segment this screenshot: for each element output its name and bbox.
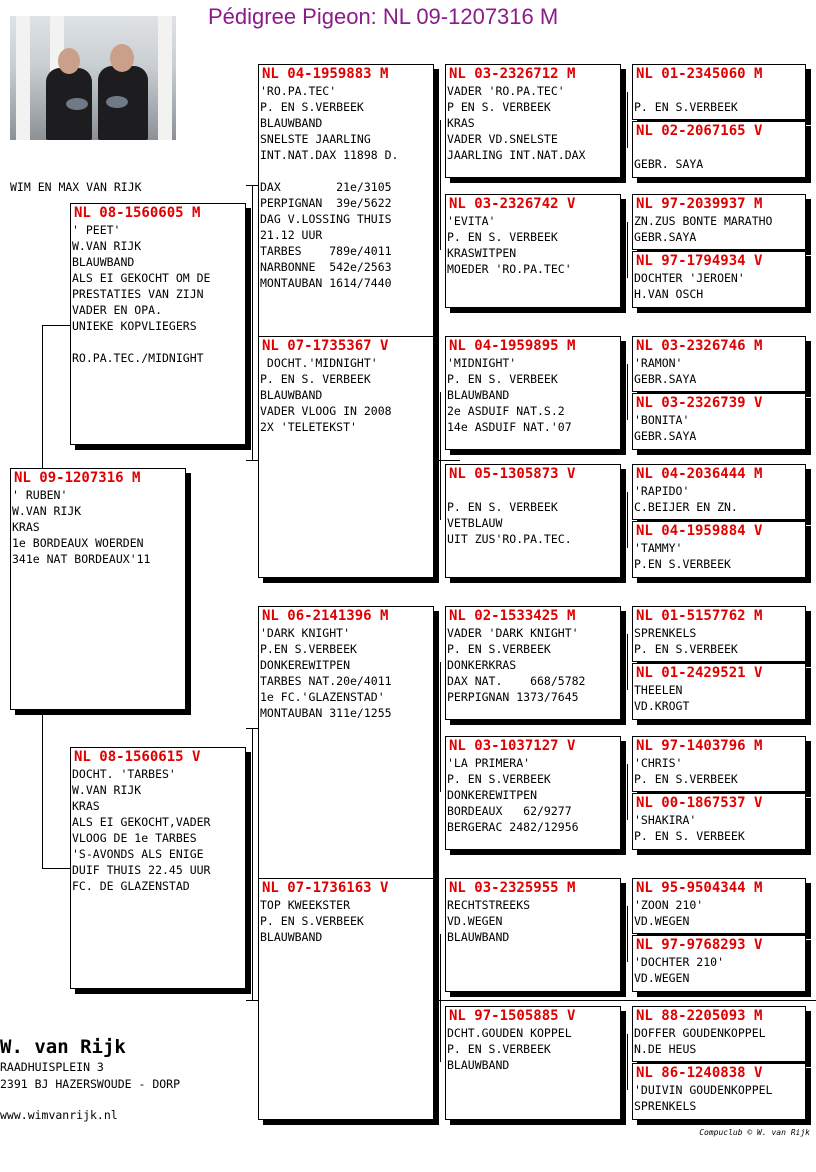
pigeon-info-line: PERPIGNAN 39e/5622: [260, 196, 392, 210]
pigeon-info-line: H.VAN OSCH: [634, 287, 704, 301]
pigeon-info-line: VADER VLOOG IN 2008: [260, 404, 392, 418]
great-grandparent-box: [445, 64, 621, 178]
pigeon-info-line: 1e FC.'GLAZENSTAD': [260, 690, 385, 704]
pigeon-info-line: DUIF THUIS 22.45 UUR: [72, 863, 211, 877]
ring-number: NL 05-1305873 V: [449, 466, 576, 482]
software-credit: Compuclub © W. van Rijk: [699, 1128, 810, 1137]
great-great-grandparent-box: [632, 336, 806, 392]
pigeon-info-line: DOCHT.'MIDNIGHT': [260, 356, 378, 370]
pigeon-info-line: P. EN S.VERBEEK: [634, 772, 738, 786]
ring-number: NL 07-1735367 V: [262, 338, 389, 354]
ring-number: NL 86-1240838 V: [636, 1065, 763, 1081]
ring-number: NL 07-1736163 V: [262, 880, 389, 896]
connector-line: [42, 325, 70, 326]
pigeon-info-line: DOFFER GOUDENKOPPEL: [634, 1026, 766, 1040]
pigeon-info-line: 'ZOON 210': [634, 898, 704, 912]
pigeon-info-line: P. EN S.VERBEEK: [634, 100, 738, 114]
pigeon-info-line: P. EN S.VERBEEK: [260, 100, 364, 114]
pigeon-info-line: 'EVITA': [447, 214, 496, 228]
pigeon-info-line: KRAS: [447, 116, 475, 130]
pigeon-info-line: VLOOG DE 1e TARBES: [72, 831, 197, 845]
pigeon-info-line: 'TAMMY': [634, 541, 683, 555]
ring-number: NL 09-1207316 M: [14, 470, 141, 486]
pigeon-info-line: DCHT.GOUDEN KOPPEL: [447, 1026, 572, 1040]
pigeon-info-line: W.VAN RIJK: [72, 239, 142, 253]
ring-number: NL 03-2325955 M: [449, 880, 576, 896]
connector-line: [42, 710, 43, 868]
pigeon-info-line: [633, 140, 805, 156]
connector-line: [440, 662, 441, 792]
pigeon-info-line: 'MIDNIGHT': [447, 356, 517, 370]
pigeon-info-line: BLAUWBAND: [447, 930, 510, 944]
great-great-grandparent-box: [632, 464, 806, 520]
great-great-grandparent-box: [632, 64, 806, 120]
pigeon-info-line: ALS EI GEKOCHT,VADER: [72, 815, 211, 829]
ring-number: NL 97-2039937 M: [636, 196, 763, 212]
pigeon-info-line: KRAS: [12, 520, 40, 534]
connector-line: [627, 764, 628, 820]
great-great-grandparent-box: [632, 935, 806, 992]
great-grandparent-box: [445, 464, 621, 578]
pigeon-info-line: BLAUWBAND: [72, 255, 135, 269]
pigeon-info-line: VD.KROGT: [634, 699, 690, 713]
pigeon-info-line: KRASWITPEN: [447, 246, 517, 260]
ring-number: NL 97-1403796 M: [636, 738, 763, 754]
great-great-grandparent-box: [632, 793, 806, 850]
connector-line: [627, 1034, 628, 1090]
pigeon-info-line: RECHTSTREEKS: [447, 898, 531, 912]
breeders-photo: [10, 16, 176, 140]
ring-number: NL 03-2326746 M: [636, 338, 763, 354]
ring-number: NL 08-1560605 M: [74, 205, 201, 221]
pigeon-info-line: P. EN S. VERBEEK: [260, 372, 371, 386]
pigeon-info-line: 'RAPIDO': [634, 484, 690, 498]
great-grandparent-box: [445, 736, 621, 850]
pigeon-info-line: GEBR.SAYA: [634, 230, 697, 244]
pigeon-info-line: ' PEET': [72, 223, 121, 237]
pigeon-info-line: GEBR.SAYA: [634, 429, 697, 443]
ring-number: NL 04-2036444 M: [636, 466, 763, 482]
great-great-grandparent-box: [632, 251, 806, 308]
ring-number: NL 04-1959883 M: [262, 66, 389, 82]
connector-line: [627, 634, 628, 690]
pigeon-info-line: 2X 'TELETEKST': [260, 420, 357, 434]
pigeon-info-line: VADER 'RO.PA.TEC': [447, 84, 565, 98]
great-great-grandparent-box: [632, 393, 806, 450]
connector-line: [440, 934, 441, 1062]
pigeon-info-line: 1e BORDEAUX WOERDEN: [12, 536, 144, 550]
pigeon-info-line: UNIEKE KOPVLIEGERS: [72, 319, 197, 333]
pigeon-info-line: DAX NAT. 668/5782: [447, 674, 586, 688]
pigeon-info-line: ZN.ZUS BONTE MARATHO: [634, 214, 773, 228]
pigeon-info-line: DONKEREWITPEN: [260, 658, 351, 672]
great-grandparent-box: [445, 194, 621, 308]
pigeon-info-line: P. EN S.VERBEEK: [260, 914, 364, 928]
pigeon-info-line: VADER EN OPA.: [72, 303, 163, 317]
ring-number: NL 03-1037127 V: [449, 738, 576, 754]
ring-number: NL 02-2067165 V: [636, 123, 763, 139]
pigeon-info-line: FC. DE GLAZENSTAD: [72, 879, 190, 893]
connector-line: [440, 392, 441, 520]
pigeon-info-line: P.EN S.VERBEEK: [260, 642, 357, 656]
pigeon-info-line: VD.WEGEN: [634, 914, 690, 928]
pigeon-info-line: P. EN S.VERBEEK: [634, 642, 738, 656]
pigeon-info-line: 'SHAKIRA': [634, 813, 697, 827]
pigeon-info-line: VD.WEGEN: [634, 971, 690, 985]
pigeon-info-line: SNELSTE JAARLING: [260, 132, 371, 146]
great-grandparent-box: [445, 606, 621, 720]
connector-line: [252, 185, 253, 460]
great-great-grandparent-box: [632, 736, 806, 792]
pigeon-info-line: BLAUWBAND: [260, 930, 323, 944]
connector-line: [42, 325, 43, 468]
ring-number: NL 97-9768293 V: [636, 937, 763, 953]
pigeon-info-line: NARBONNE 542e/2563: [260, 260, 392, 274]
pigeon-info-line: 'RO.PA.TEC': [260, 84, 337, 98]
pigeon-info-line: 'DARK KNIGHT': [260, 626, 351, 640]
pigeon-info-line: 'CHRIS': [634, 756, 683, 770]
pigeon-info-line: ALS EI GEKOCHT OM DE: [72, 271, 211, 285]
dam-box: [70, 747, 246, 989]
pigeon-info-line: 341e NAT BORDEAUX'11: [12, 552, 151, 566]
pigeon-info-line: DONKEREWITPEN: [447, 788, 538, 802]
pigeon-info-line: KRAS: [72, 799, 100, 813]
owner-name: WIM EN MAX VAN RIJK: [10, 180, 142, 194]
pigeon-info-line: BLAUWBAND: [260, 116, 323, 130]
pigeon-info-line: 14e ASDUIF NAT.'07: [447, 420, 572, 434]
pigeon-info-line: 'S-AVONDS ALS ENIGE: [72, 847, 204, 861]
pigeon-info-line: PRESTATIES VAN ZIJN: [72, 287, 204, 301]
pigeon-info-line: MONTAUBAN 311e/1255: [260, 706, 392, 720]
pigeon-info-line: W.VAN RIJK: [12, 504, 82, 518]
pigeon-info-line: THEELEN: [634, 683, 683, 697]
pigeon-info-line: [446, 483, 620, 499]
connector-line: [627, 364, 628, 420]
connector-line: [440, 120, 441, 250]
pigeon-info-line: BLAUWBAND: [447, 1058, 510, 1072]
pigeon-info-line: P. EN S. VERBEEK: [447, 500, 558, 514]
connector-line: [42, 868, 70, 869]
pigeon-info-line: VADER 'DARK KNIGHT': [447, 626, 579, 640]
pigeon-info-line: MOEDER 'RO.PA.TEC': [447, 262, 572, 276]
great-grandparent-box: [445, 336, 621, 450]
pigeon-info-line: BLAUWBAND: [447, 388, 510, 402]
great-great-grandparent-box: [632, 194, 806, 250]
great-great-grandparent-box: [632, 1063, 806, 1120]
breeder-address: RAADHUISPLEIN 3: [0, 1060, 104, 1074]
connector-line: [627, 492, 628, 548]
page-title: Pédigree Pigeon: NL 09-1207316 M: [208, 4, 559, 29]
pigeon-info-line: PERPIGNAN 1373/7645: [447, 690, 579, 704]
pigeon-info-line: GEBR. SAYA: [634, 157, 704, 171]
pigeon-info-line: 'DUIVIN GOUDENKOPPEL: [634, 1083, 773, 1097]
pigeon-info-line: MONTAUBAN 1614/7440: [260, 276, 392, 290]
pigeon-info-line: N.DE HEUS: [634, 1042, 697, 1056]
connector-line: [627, 92, 628, 148]
connector-line: [246, 728, 258, 729]
pigeon-info-line: P. EN S.VERBEEK: [447, 772, 551, 786]
great-great-grandparent-box: [632, 606, 806, 662]
connector-line: [627, 222, 628, 278]
pigeon-info-line: RO.PA.TEC./MIDNIGHT: [72, 351, 204, 365]
pigeon-info-line: 'LA PRIMERA': [447, 756, 531, 770]
pigeon-info-line: DOCHT. 'TARBES': [72, 767, 176, 781]
pigeon-info-line: SPRENKELS: [634, 1099, 697, 1113]
pigeon-info-line: INT.NAT.DAX 11898 D.: [260, 148, 399, 162]
ring-number: NL 01-5157762 M: [636, 608, 763, 624]
ring-number: NL 04-1959884 V: [636, 523, 763, 539]
great-great-grandparent-box: [632, 1006, 806, 1062]
great-great-grandparent-box: [632, 121, 806, 178]
pigeon-info-line: ' RUBEN': [12, 488, 68, 502]
pigeon-info-line: [71, 334, 245, 350]
pigeon-info-line: UIT ZUS'RO.PA.TEC.: [447, 532, 572, 546]
connector-line: [246, 185, 258, 186]
pigeon-info-line: 'BONITA': [634, 413, 690, 427]
great-grandparent-box: [445, 878, 621, 992]
pigeon-info-line: DAG V.LOSSING THUIS: [260, 212, 392, 226]
grandparent-box: [258, 878, 434, 1120]
breeder-city: 2391 BJ HAZERSWOUDE - DORP: [0, 1077, 181, 1091]
pigeon-info-line: 'DOCHTER 210': [634, 955, 725, 969]
pigeon-info-line: VADER VD.SNELSTE: [447, 132, 558, 146]
ring-number: NL 00-1867537 V: [636, 795, 763, 811]
connector-line: [252, 728, 253, 1000]
pigeon-info-line: DOCHTER 'JEROEN': [634, 271, 745, 285]
breeder-name: W. van Rijk: [0, 1036, 126, 1058]
pigeon-info-line: P. EN S. VERBEEK: [447, 230, 558, 244]
great-grandparent-box: [445, 1006, 621, 1120]
pigeon-info-line: 2e ASDUIF NAT.S.2: [447, 404, 565, 418]
pigeon-info-line: DAX 21e/3105: [260, 180, 392, 194]
ring-number: NL 97-1794934 V: [636, 253, 763, 269]
pigeon-info-line: TARBES 789e/4011: [260, 244, 392, 258]
breeder-website[interactable]: www.wimvanrijk.nl: [0, 1108, 118, 1122]
subject-pigeon-box: [10, 468, 186, 710]
pigeon-info-line: P. EN S. VERBEEK: [447, 372, 558, 386]
pigeon-info-line: JAARLING INT.NAT.DAX: [447, 148, 586, 162]
ring-number: NL 06-2141396 M: [262, 608, 389, 624]
ring-number: NL 02-1533425 M: [449, 608, 576, 624]
pigeon-info-line: P. EN S. VERBEEK: [634, 829, 745, 843]
pigeon-info-line: C.BEIJER EN ZN.: [634, 500, 738, 514]
pigeon-info-line: W.VAN RIJK: [72, 783, 142, 797]
ring-number: NL 04-1959895 M: [449, 338, 576, 354]
pigeon-info-line: P. EN S.VERBEEK: [447, 642, 551, 656]
pigeon-info-line: VD.WEGEN: [447, 914, 503, 928]
pigeon-info-line: TARBES NAT.20e/4011: [260, 674, 392, 688]
sire-box: [70, 203, 246, 445]
pigeon-info-line: BORDEAUX 62/9277: [447, 804, 572, 818]
ring-number: NL 01-2429521 V: [636, 665, 763, 681]
grandparent-box: [258, 336, 434, 578]
pigeon-info-line: [633, 83, 805, 99]
pigeon-info-line: GEBR.SAYA: [634, 372, 697, 386]
great-great-grandparent-box: [632, 878, 806, 934]
pigeon-info-line: DONKERKRAS: [447, 658, 517, 672]
pigeon-info-line: P.EN S.VERBEEK: [634, 557, 731, 571]
pigeon-info-line: P. EN S.VERBEEK: [447, 1042, 551, 1056]
pigeon-info-line: VETBLAUW: [447, 516, 503, 530]
pigeon-info-line: 'RAMON': [634, 356, 683, 370]
pigeon-info-line: BERGERAC 2482/12956: [447, 820, 579, 834]
ring-number: NL 03-2326712 M: [449, 66, 576, 82]
ring-number: NL 97-1505885 V: [449, 1008, 576, 1024]
pigeon-info-line: BLAUWBAND: [260, 388, 323, 402]
pigeon-info-line: P EN S. VERBEEK: [447, 100, 551, 114]
pigeon-info-line: 21.12 UUR: [260, 228, 323, 242]
ring-number: NL 95-9504344 M: [636, 880, 763, 896]
ring-number: NL 03-2326742 V: [449, 196, 576, 212]
ring-number: NL 88-2205093 M: [636, 1008, 763, 1024]
pigeon-info-line: TOP KWEEKSTER: [260, 898, 351, 912]
ring-number: NL 03-2326739 V: [636, 395, 763, 411]
ring-number: NL 01-2345060 M: [636, 66, 763, 82]
ring-number: NL 08-1560615 V: [74, 749, 201, 765]
pigeon-info-line: [259, 163, 433, 179]
connector-line: [627, 906, 628, 962]
pigeon-info-line: SPRENKELS: [634, 626, 697, 640]
great-great-grandparent-box: [632, 521, 806, 578]
great-great-grandparent-box: [632, 663, 806, 720]
